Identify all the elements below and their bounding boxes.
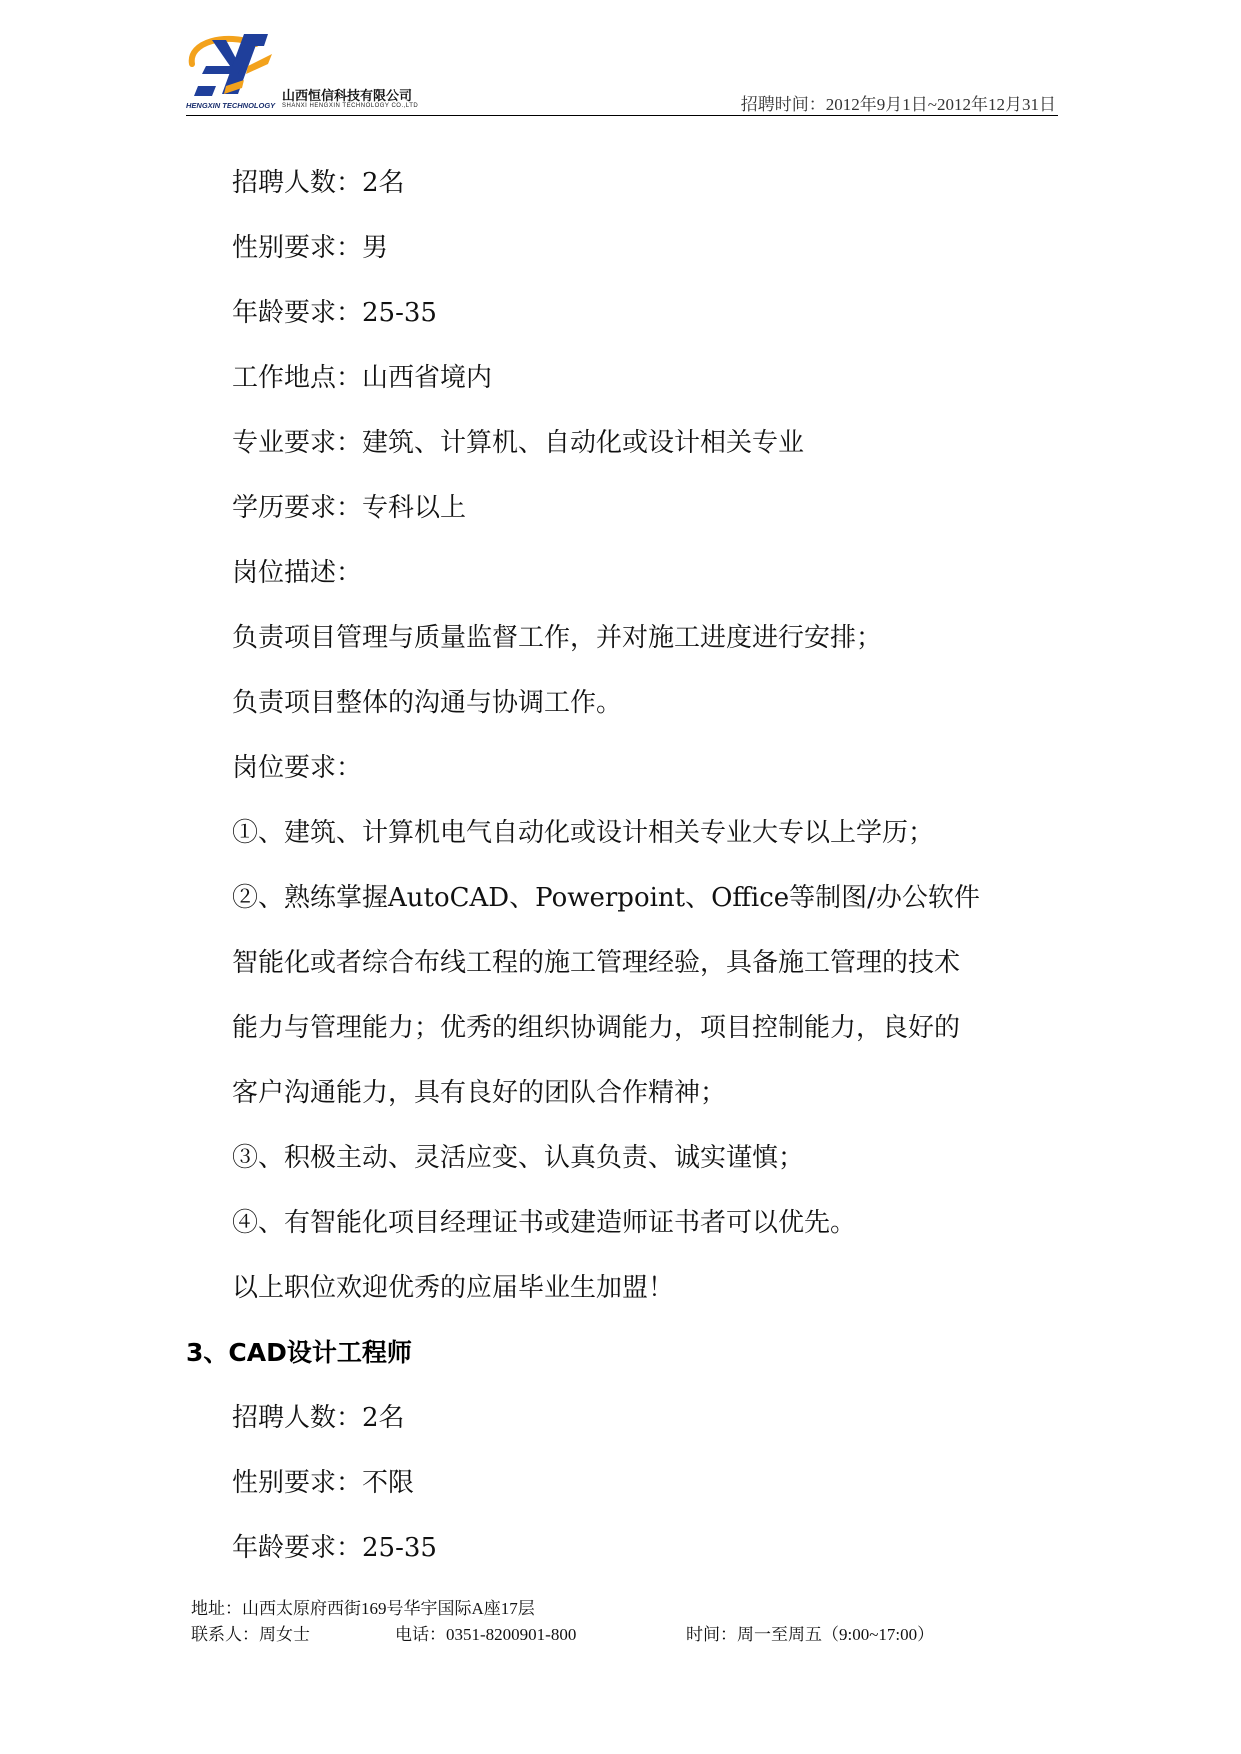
page-header (186, 30, 1058, 116)
company-english-name: SHANXI HENGXIN TECHNOLOGY CO.,LTD (282, 103, 419, 109)
requirement-line: ②、熟练掌握AutoCAD、Powerpoint、Office等制图/办公软件 (232, 883, 980, 913)
footer-address: 地址：山西太原府西街169号华宇国际A座17层 (191, 1599, 535, 1618)
requirement-line: 能力与管理能力；优秀的组织协调能力，项目控制能力，良好的 (232, 1013, 961, 1043)
age-line: 年龄要求：25-35 (232, 1533, 437, 1563)
footer-hours: 时间：周一至周五（9:00~17:00） (686, 1625, 935, 1644)
description-line: 负责项目管理与质量监督工作，并对施工进度进行安排； (232, 623, 883, 653)
hengxin-logo-icon (186, 30, 286, 102)
education-line: 学历要求：专科以上 (232, 493, 467, 523)
recruit-period: 招聘时间：2012年9月1日~2012年12月31日 (740, 95, 1056, 114)
description-title: 岗位描述： (232, 558, 363, 588)
company-logo (186, 30, 419, 112)
gender-line: 性别要求：男 (232, 233, 389, 263)
headcount-line: 招聘人数：2名 (232, 168, 405, 198)
requirements-title: 岗位要求： (232, 753, 363, 783)
requirement-line: 智能化或者综合布线工程的施工管理经验，具备施工管理的技术 (232, 948, 961, 978)
requirement-line: ③、积极主动、灵活应变、认真负责、诚实谨慎； (232, 1143, 805, 1173)
closing-line: 以上职位欢迎优秀的应届毕业生加盟！ (232, 1273, 675, 1303)
headcount-line: 招聘人数：2名 (232, 1403, 405, 1433)
section-heading-cad-engineer: 3、CAD设计工程师 (186, 1338, 412, 1367)
footer-phone: 电话：0351-8200901-800 (395, 1625, 577, 1644)
requirement-line: 客户沟通能力，具有良好的团队合作精神； (232, 1078, 727, 1108)
company-chinese-name: 山西恒信科技有限公司 (282, 89, 413, 104)
brand-english-name: HENGXIN TECHNOLOGY (186, 101, 276, 110)
footer-contact: 联系人：周女士 (191, 1625, 310, 1644)
location-line: 工作地点：山西省境内 (232, 363, 493, 393)
major-line: 专业要求：建筑、计算机、自动化或设计相关专业 (232, 428, 805, 458)
age-line: 年龄要求：25-35 (232, 298, 437, 328)
requirement-line: ④、有智能化项目经理证书或建造师证书者可以优先。 (232, 1208, 857, 1238)
header-divider (186, 115, 1058, 116)
requirement-line: ①、建筑、计算机电气自动化或设计相关专业大专以上学历； (232, 818, 935, 848)
gender-line: 性别要求：不限 (232, 1468, 415, 1498)
description-line: 负责项目整体的沟通与协调工作。 (232, 688, 623, 718)
